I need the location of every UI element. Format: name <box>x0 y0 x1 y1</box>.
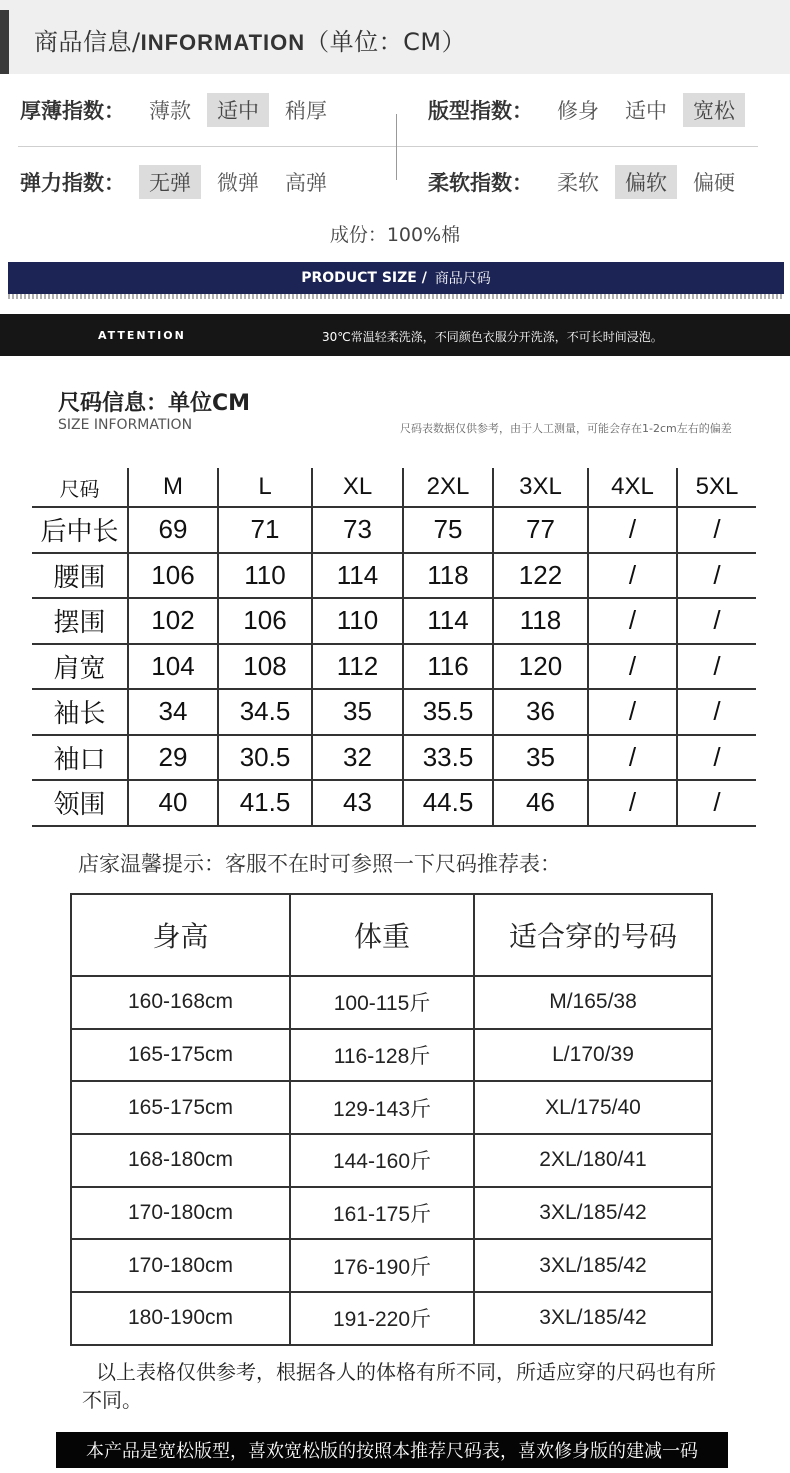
product-size-en: PRODUCT SIZE / <box>301 270 427 286</box>
size-table-row <box>32 598 756 644</box>
recommend-cell: 3XL/185/42 <box>474 1239 712 1292</box>
size-value-cell: / <box>588 689 677 735</box>
size-header-cell: L <box>218 468 312 507</box>
info-header <box>0 0 790 74</box>
disclaimer: 以上表格仅供参考，根据各人的体格有所不同，所适应穿的尺码也有所不同。 <box>82 1360 716 1412</box>
recommend-cell: 3XL/185/42 <box>474 1187 712 1240</box>
softness-index <box>428 162 751 202</box>
size-header-cell: 4XL <box>588 468 677 507</box>
size-value-cell: / <box>677 598 756 644</box>
size-value-cell: / <box>588 644 677 690</box>
size-value-cell: 35 <box>312 689 403 735</box>
elasticity-index <box>20 162 343 202</box>
size-table <box>32 468 756 827</box>
product-size-cn: 商品尺码 <box>434 271 491 287</box>
store-tip: 店家温馨提示：客服不在时可参照一下尺码推荐表： <box>78 852 561 876</box>
size-table-header <box>32 468 756 507</box>
bottom-note: 本产品是宽松版型，喜欢宽松版的按照本推荐尺码表，喜欢修身版的建减一码 <box>86 1441 698 1462</box>
size-value-cell: / <box>588 598 677 644</box>
size-value-cell: 106 <box>128 553 218 599</box>
size-value-cell: 112 <box>312 644 403 690</box>
recommend-table-row <box>71 1134 712 1187</box>
size-value-cell: 110 <box>218 553 312 599</box>
size-value-cell: 73 <box>312 507 403 553</box>
recommend-cell: 160-168cm <box>71 976 290 1029</box>
size-value-cell: 69 <box>128 507 218 553</box>
size-table-row <box>32 735 756 781</box>
size-value-cell: 29 <box>128 735 218 781</box>
info-title-en: INFORMATION <box>140 30 306 55</box>
size-header-cell: 5XL <box>677 468 756 507</box>
size-value-cell: 75 <box>403 507 493 553</box>
thickness-index <box>20 90 343 130</box>
size-value-cell: 104 <box>128 644 218 690</box>
size-value-cell: 102 <box>128 598 218 644</box>
elasticity-label: 弹力指数： <box>20 171 125 195</box>
size-value-cell: / <box>677 780 756 826</box>
recommend-header-cell: 体重 <box>290 894 474 976</box>
size-value-cell: / <box>588 507 677 553</box>
fit-label: 版型指数： <box>428 99 533 123</box>
size-header-cell: 尺码 <box>32 468 128 507</box>
thickness-label: 厚薄指数： <box>20 99 125 123</box>
recommend-cell: 165-175cm <box>71 1029 290 1082</box>
size-value-cell: / <box>588 735 677 781</box>
softness-option: 偏软 <box>615 165 677 199</box>
info-title <box>34 22 466 57</box>
size-value-cell: / <box>677 689 756 735</box>
measurement-label: 领围 <box>32 780 128 826</box>
size-value-cell: 40 <box>128 780 218 826</box>
size-value-cell: 46 <box>493 780 588 826</box>
size-value-cell: 114 <box>312 553 403 599</box>
attention-bar <box>0 314 790 356</box>
recommend-cell: 2XL/180/41 <box>474 1134 712 1187</box>
size-table-row <box>32 644 756 690</box>
measurement-label: 后中长 <box>32 507 128 553</box>
recommend-cell: 168-180cm <box>71 1134 290 1187</box>
measurement-label: 腰围 <box>32 553 128 599</box>
recommend-cell: L/170/39 <box>474 1029 712 1082</box>
size-value-cell: 114 <box>403 598 493 644</box>
recommend-table-row <box>71 1187 712 1240</box>
header-accent-bar <box>0 10 9 74</box>
recommend-header-cell: 身高 <box>71 894 290 976</box>
recommend-cell: 170-180cm <box>71 1239 290 1292</box>
recommend-table-row <box>71 1292 712 1345</box>
attention-label: ATTENTION <box>98 329 186 342</box>
recommend-cell: 191-220斤 <box>290 1292 474 1345</box>
size-value-cell: 35 <box>493 735 588 781</box>
size-value-cell: 122 <box>493 553 588 599</box>
size-value-cell: 120 <box>493 644 588 690</box>
recommend-cell: 3XL/185/42 <box>474 1292 712 1345</box>
info-title-unit: （单位：CM） <box>305 28 467 56</box>
size-value-cell: / <box>677 644 756 690</box>
size-value-cell: 34 <box>128 689 218 735</box>
size-value-cell: 118 <box>493 598 588 644</box>
recommend-table-header <box>71 894 712 976</box>
attention-text: 30℃常温轻柔洗涤，不同颜色衣服分开洗涤，不可长时间浸泡。 <box>322 330 663 344</box>
recommend-header-cell: 适合穿的号码 <box>474 894 712 976</box>
recommend-table-row <box>71 1239 712 1292</box>
measurement-label: 肩宽 <box>32 644 128 690</box>
size-header-cell: M <box>128 468 218 507</box>
size-value-cell: 44.5 <box>403 780 493 826</box>
info-title-cn: 商品信息/ <box>34 28 141 56</box>
recommend-cell: M/165/38 <box>474 976 712 1029</box>
product-size-band <box>8 262 784 294</box>
size-value-cell: 71 <box>218 507 312 553</box>
size-table-row <box>32 689 756 735</box>
size-value-cell: / <box>677 735 756 781</box>
measurement-label: 摆围 <box>32 598 128 644</box>
elasticity-option: 无弹 <box>139 165 201 199</box>
fit-option: 适中 <box>625 99 667 123</box>
size-value-cell: 41.5 <box>218 780 312 826</box>
recommend-cell: 165-175cm <box>71 1081 290 1134</box>
size-header-cell: 2XL <box>403 468 493 507</box>
size-value-cell: / <box>588 553 677 599</box>
thickness-option: 适中 <box>207 93 269 127</box>
recommend-cell: 144-160斤 <box>290 1134 474 1187</box>
size-info-subtitle: SIZE INFORMATION <box>58 417 193 433</box>
fit-index <box>428 90 751 130</box>
size-value-cell: 32 <box>312 735 403 781</box>
bottom-note-bar <box>56 1432 728 1468</box>
size-value-cell: 30.5 <box>218 735 312 781</box>
size-value-cell: 43 <box>312 780 403 826</box>
thickness-option: 稍厚 <box>285 99 327 123</box>
measurement-label: 袖口 <box>32 735 128 781</box>
size-value-cell: / <box>677 507 756 553</box>
softness-option: 柔软 <box>557 171 599 195</box>
size-value-cell: 35.5 <box>403 689 493 735</box>
size-table-row <box>32 507 756 553</box>
size-value-cell: 33.5 <box>403 735 493 781</box>
size-header-cell: XL <box>312 468 403 507</box>
recommend-table-row <box>71 976 712 1029</box>
softness-label: 柔软指数： <box>428 171 533 195</box>
fit-option: 修身 <box>557 99 599 123</box>
band-stripe <box>8 294 784 299</box>
size-value-cell: 106 <box>218 598 312 644</box>
recommend-table-row <box>71 1029 712 1082</box>
softness-option: 偏硬 <box>693 171 735 195</box>
fit-option: 宽松 <box>683 93 745 127</box>
index-divider-vertical <box>396 114 397 180</box>
size-info-note: 尺码表数据仅供参考，由于人工测量，可能会存在1-2cm左右的偏差 <box>400 422 732 435</box>
size-info-title: 尺码信息：单位CM <box>58 391 251 416</box>
size-table-row <box>32 780 756 826</box>
size-header-cell: 3XL <box>493 468 588 507</box>
size-value-cell: 36 <box>493 689 588 735</box>
recommend-table-row <box>71 1081 712 1134</box>
recommend-table <box>70 893 713 1346</box>
composition: 成份：100%棉 <box>329 224 461 246</box>
thickness-option: 薄款 <box>149 99 191 123</box>
size-value-cell: 34.5 <box>218 689 312 735</box>
index-divider-horizontal <box>18 146 758 147</box>
recommend-cell: 161-175斤 <box>290 1187 474 1240</box>
size-value-cell: 108 <box>218 644 312 690</box>
elasticity-option: 微弹 <box>217 171 259 195</box>
size-table-row <box>32 553 756 599</box>
recommend-cell: 180-190cm <box>71 1292 290 1345</box>
recommend-cell: XL/175/40 <box>474 1081 712 1134</box>
size-value-cell: 118 <box>403 553 493 599</box>
elasticity-option: 高弹 <box>285 171 327 195</box>
size-value-cell: 116 <box>403 644 493 690</box>
measurement-label: 袖长 <box>32 689 128 735</box>
recommend-cell: 116-128斤 <box>290 1029 474 1082</box>
size-value-cell: / <box>588 780 677 826</box>
size-value-cell: 77 <box>493 507 588 553</box>
recommend-cell: 170-180cm <box>71 1187 290 1240</box>
recommend-cell: 129-143斤 <box>290 1081 474 1134</box>
recommend-cell: 100-115斤 <box>290 976 474 1029</box>
size-value-cell: 110 <box>312 598 403 644</box>
size-value-cell: / <box>677 553 756 599</box>
recommend-cell: 176-190斤 <box>290 1239 474 1292</box>
